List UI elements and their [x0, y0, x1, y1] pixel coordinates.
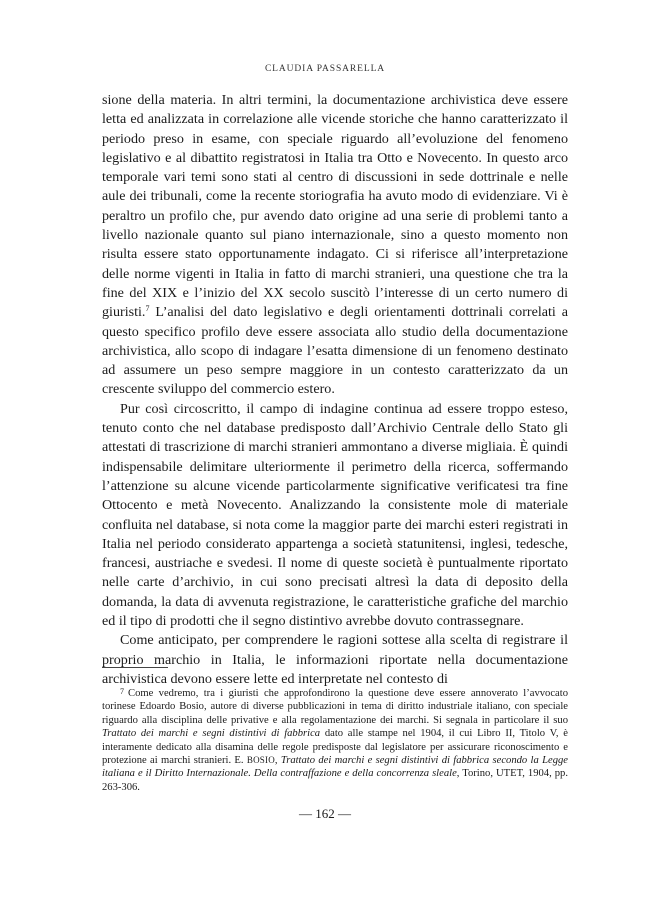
paragraph-2: Pur così circoscritto, il campo di indagine continua ad essere troppo esteso, tenuto conto che nel database predisposto dall’Archivio Centrale dello Stato gli attestati di trascrizione di marchi stranieri ammontano a diverse migliaia. È quindi indispensabile delimitare ulteriormente il perimetro della ricerca, soffermando l’attenzione su alcune vicende particolarmente significative verificatesi tra fine Ottocento e metà Novecento. Analizzando la consistente mole di materiale confluita nel database, si nota come la maggior parte dei marchi esteri registrati in Italia nel periodo considerato appartenga a società statunitensi, inglesi, tedesche, francesi, austriache e svedesi. Il nome di queste società è puntualmente riportato nelle carte d’archivio, in cui sono precisati altresì la data di deposito della domanda, la data di avvenuta registrazione, le caratteristiche grafiche del marchio ed il tipo di prodotti che il segno distintivo avrebbe dovuto contrassegnare.	[102, 400, 568, 630]
paragraph-3: Come anticipato, per comprendere le ragioni sottese alla scelta di registrare il proprio marchio in Italia, le informazioni riportate nella documentazione archivistica devono essere lette ed interpretate nel contesto di	[102, 632, 568, 687]
body-text	[102, 91, 568, 689]
paragraph-1-text: sione della materia. In altri termini, la documentazione archivistica deve essere letta ed analizzata in correlazione alle vicende storiche che hanno caratterizzato il periodo preso in esame, con speciale riguardo all’evoluzione del fenomeno legislativo e al dibattito registratosi in Italia tra Otto e Novecento. In questo arco temporale vari temi sono stati al centro di discussioni in sede dottrinale e nelle aule dei tribunali, come la recente storiografia ha avuto modo di evidenziare. Vi è peraltro un profilo che, pur avendo dato origine ad una serie di problemi tanto a livello nazionale quanto sul piano internazionale, sino a questo momento non risulta essere stato opportunamente indagato. Ci si riferisce all’interpretazione delle norme vigenti in Italia in fatto di marchi stranieri, una questione che tra la fine del XIX e l’inizio del XX secolo suscitò l’interesse di un certo numero di giuristi.	[102, 92, 568, 321]
footnote-title-2: Trattato dei marchi e segni distintivi di fabbrica secondo la Legge italiana e il Diritto Internazionale. Della contraffazione e della concorrenza sleale	[102, 755, 568, 780]
footnote-text-2: dato alle stampe nel 1904, il cui Libro II, Titolo V, è interamente dedicato alla disamina delle regole predisposte dal legislatore per assicurare riconoscimento e protezione ai marchi stranieri. E.	[102, 728, 568, 767]
footnote-title-1: Trattato dei marchi e segni distintivi di fabbrica	[102, 728, 321, 740]
footnote-text-3: , Torino, UTET, 1904, pp. 263-306.	[102, 768, 569, 793]
footnote-author: BOSIO	[246, 755, 275, 766]
running-head: CLAUDIA PASSARELLA	[264, 64, 386, 74]
footnote-number: 7	[120, 687, 124, 696]
footnote-reference[interactable]: 7	[145, 304, 150, 314]
paragraph-1-tail: L’analisi del dato legislativo e degli orientamenti dottrinali correlati a questo specifico profilo deve essere associata allo studio della documentazione archivistica, allo scopo di indagare l’esatta dimensione di un fenomeno destinato ad assumere un peso sempre maggiore in un contesto caratterizzato da un crescente sviluppo del commercio estero.	[102, 304, 568, 398]
footnote-separator	[102, 667, 168, 668]
paragraph-1	[102, 91, 568, 400]
footnote-text-1: Come vedremo, tra i giuristi che approfondirono la questione deve essere annoverato l’avvocato torinese Edoardo Bosio, autore di diverse pubblicazioni in tema di diritto industriale italiano, con speciale riguardo alla disciplina delle privative e alla regolamentazione dei marchi. Si segnala in particolare il suo	[102, 688, 568, 726]
footnote: 7 Come vedremo, tra i giuristi che approfondirono la questione deve essere annoverato l’avvocato torinese Edoardo Bosio, autore di diverse pubblicazioni in tema di diritto industriale italiano, con speciale riguardo alla disciplina delle privative e alla regolamentazione dei marchi. Si segnala in particolare il suo Trattato dei marchi e segni distintivi di fabbrica dato alle stampe nel 1904, il cui Libro II, Titolo V, è interamente dedicato alla disamina delle regole predisposte dal legislatore per assicurare riconoscimento e protezione ai marchi stranieri. E. BOSIO, Trattato dei marchi e segni distintivi di fabbrica secondo la Legge italiana e il Diritto Internazionale. Della contraffazione e della concorrenza sleale, Torino, UTET, 1904, pp. 263-306.	[102, 687, 569, 793]
page-number: — 162 —	[299, 806, 351, 821]
